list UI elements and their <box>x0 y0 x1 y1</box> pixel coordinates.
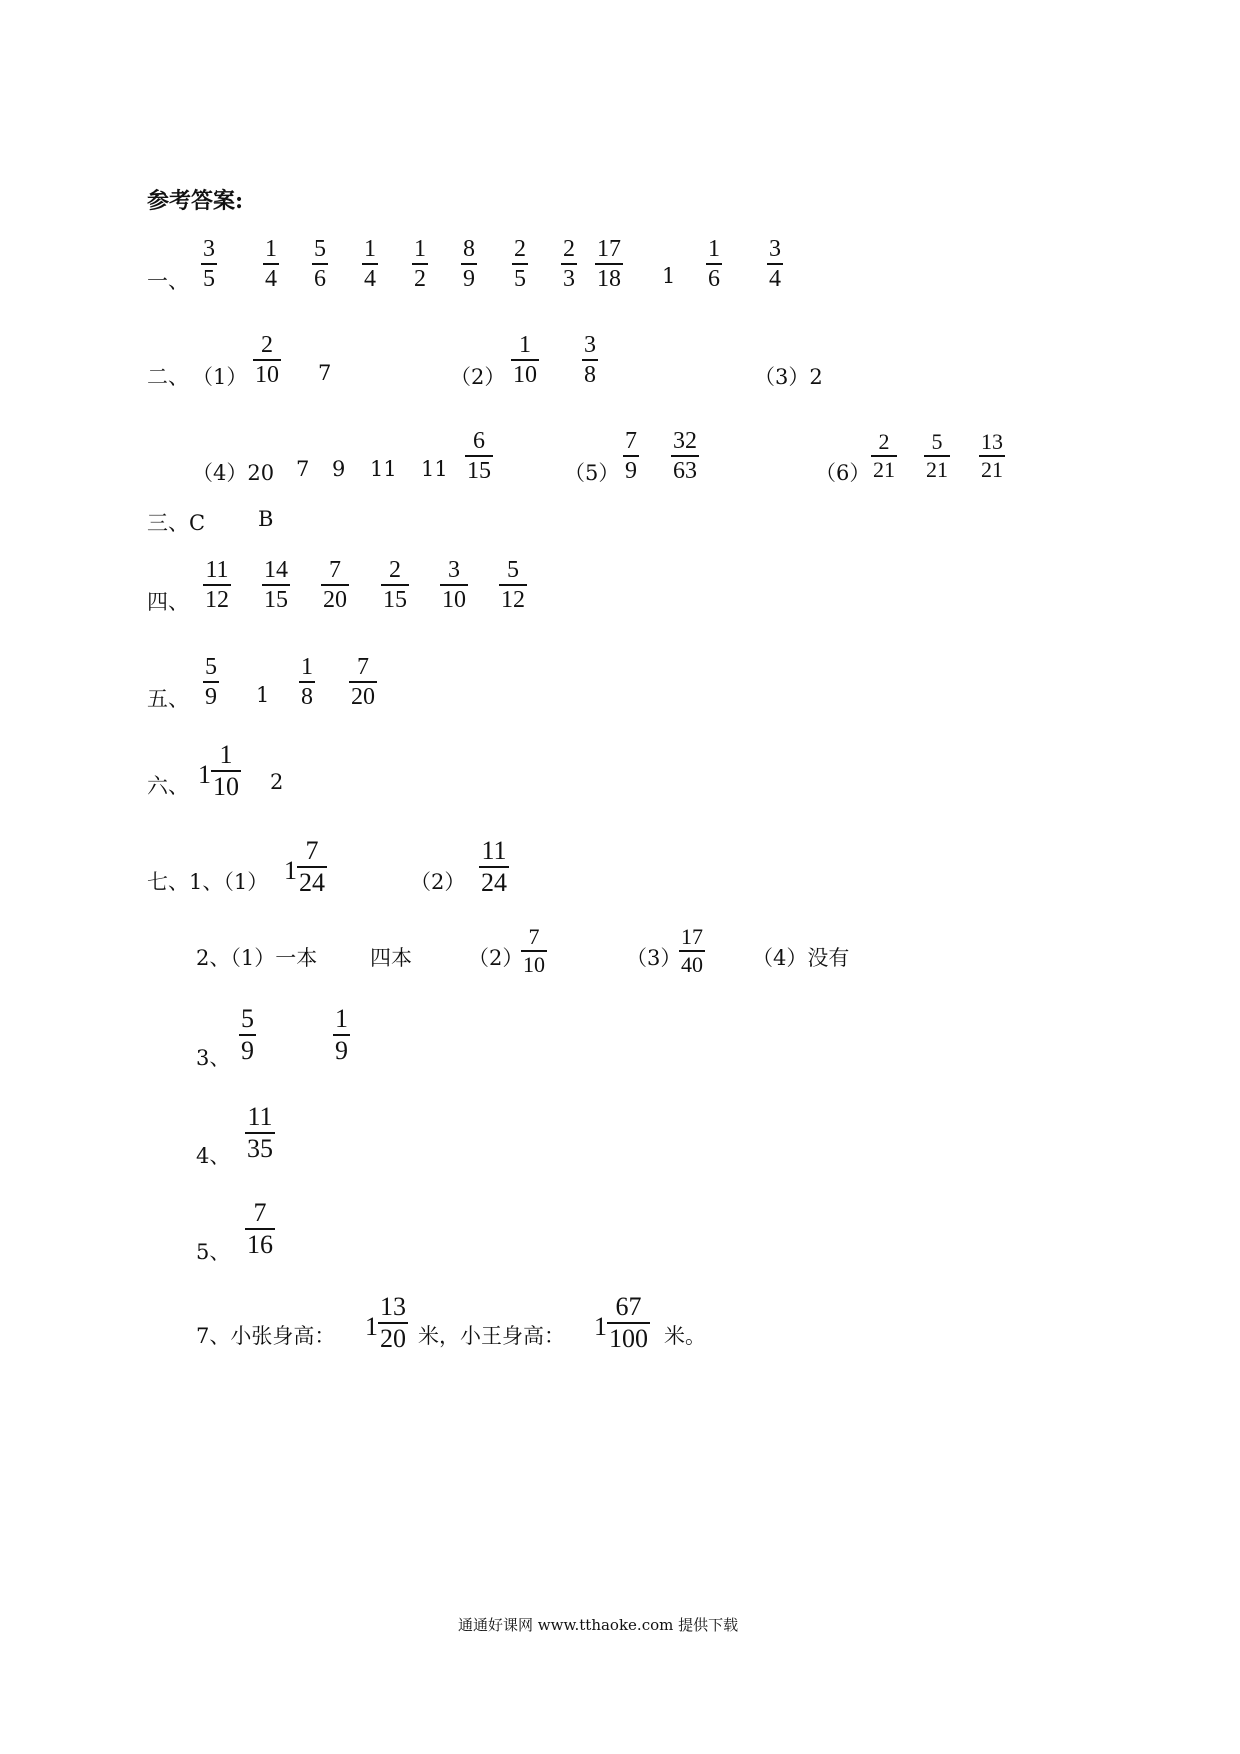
question-5-label: 5、 <box>196 1240 231 1264</box>
fraction: $\frac{11}{35}$ <box>247 1102 273 1163</box>
fraction: $\frac{1}{6}$ <box>708 236 720 292</box>
fraction: $\frac{14}{15}$ <box>264 557 288 613</box>
fraction: $\frac{2}{10}$ <box>255 332 279 388</box>
value-text: 11 <box>421 457 448 481</box>
fraction: $\frac{11}{24}$ <box>481 836 507 897</box>
value-text: 7 <box>296 457 310 481</box>
answer-text: 米，小王身高： <box>418 1324 565 1348</box>
fraction: $\frac{6}{15}$ <box>467 428 491 484</box>
fraction: $\frac{5}{9}$ <box>241 1004 254 1065</box>
question-2-label: 2、（1）一本 <box>196 946 318 970</box>
fraction: $\frac{2}{15}$ <box>383 557 407 613</box>
fraction: $\frac{11}{12}$ <box>205 557 229 613</box>
part-label: （3） <box>626 946 682 970</box>
mixed-number-whole: 1 <box>365 1312 378 1341</box>
value-text: 1 <box>256 683 270 707</box>
fraction: $\frac{17}{18}$ <box>597 236 621 292</box>
fraction: $\frac{17}{40}$ <box>681 924 703 977</box>
page-title: 参考答案: <box>147 188 244 214</box>
fraction: $\frac{1}{9}$ <box>335 1004 348 1065</box>
value-text: 9 <box>332 457 346 481</box>
fraction: $\frac{32}{63}$ <box>673 428 697 484</box>
section-2-label: 二、 <box>147 365 189 389</box>
part-label: （6） <box>815 461 871 485</box>
fraction: $\frac{1}{10}$ <box>213 740 239 801</box>
fraction: $\frac{7}{20}$ <box>351 654 375 710</box>
section-3-label: 三、C <box>147 511 206 535</box>
question-3-label: 3、 <box>196 1046 231 1070</box>
part-label: （4）20 <box>192 461 275 485</box>
value-text: 2 <box>270 770 284 794</box>
section-4-label: 四、 <box>147 590 189 614</box>
fraction: $\frac{2}{21}$ <box>873 429 895 482</box>
fraction: $\frac{1}{4}$ <box>265 236 277 292</box>
fraction: $\frac{7}{16}$ <box>247 1198 273 1259</box>
answer-text: （4）没有 <box>752 946 850 970</box>
mixed-number-whole: 1 <box>594 1312 607 1341</box>
fraction: $\frac{2}{3}$ <box>563 236 575 292</box>
part-label: （5） <box>564 461 620 485</box>
fraction: $\frac{7}{10}$ <box>523 924 545 977</box>
value-text: 11 <box>370 457 397 481</box>
section-6-label: 六、 <box>147 774 189 798</box>
section-5-label: 五、 <box>147 687 189 711</box>
value-text: 7 <box>318 361 332 385</box>
part-label: （2） <box>410 870 466 894</box>
fraction: $\frac{3}{5}$ <box>203 236 215 292</box>
fraction: $\frac{1}{10}$ <box>513 332 537 388</box>
fraction: $\frac{5}{21}$ <box>926 429 948 482</box>
fraction: $\frac{13}{20}$ <box>380 1292 406 1353</box>
fraction: $\frac{8}{9}$ <box>463 236 475 292</box>
mixed-number-whole: 1 <box>284 856 297 885</box>
fraction: $\frac{1}{8}$ <box>301 654 313 710</box>
footer-text: 通通好课网 www.tthaoke.com 提供下载 <box>458 1616 739 1634</box>
fraction: $\frac{7}{9}$ <box>625 428 637 484</box>
question-4-label: 4、 <box>196 1144 231 1168</box>
fraction: $\frac{3}{10}$ <box>442 557 466 613</box>
value-text: 1 <box>662 264 676 288</box>
answer-text: 四本 <box>370 946 412 970</box>
fraction: $\frac{3}{4}$ <box>769 236 781 292</box>
fraction: $\frac{3}{8}$ <box>584 332 596 388</box>
fraction: $\frac{5}{9}$ <box>205 654 217 710</box>
fraction: $\frac{7}{20}$ <box>323 557 347 613</box>
fraction: $\frac{1}{2}$ <box>414 236 426 292</box>
part-label: （3）2 <box>754 365 823 389</box>
fraction: $\frac{13}{21}$ <box>981 429 1003 482</box>
fraction: $\frac{5}{6}$ <box>314 236 326 292</box>
fraction: $\frac{67}{100}$ <box>609 1292 648 1353</box>
part-label: （2） <box>450 365 506 389</box>
section-1-label: 一、 <box>147 269 189 293</box>
fraction: $\frac{5}{12}$ <box>501 557 525 613</box>
fraction: $\frac{7}{24}$ <box>299 836 325 897</box>
part-label: （1） <box>192 365 248 389</box>
section-7-label: 七、1、（1） <box>147 870 269 894</box>
mixed-number-whole: 1 <box>198 760 211 789</box>
question-7-label: 7、小张身高： <box>196 1324 336 1348</box>
part-label: （2） <box>468 946 524 970</box>
value-text: B <box>258 507 274 531</box>
fraction: $\frac{2}{5}$ <box>514 236 526 292</box>
answer-text: 米。 <box>664 1324 706 1348</box>
fraction: $\frac{1}{4}$ <box>364 236 376 292</box>
